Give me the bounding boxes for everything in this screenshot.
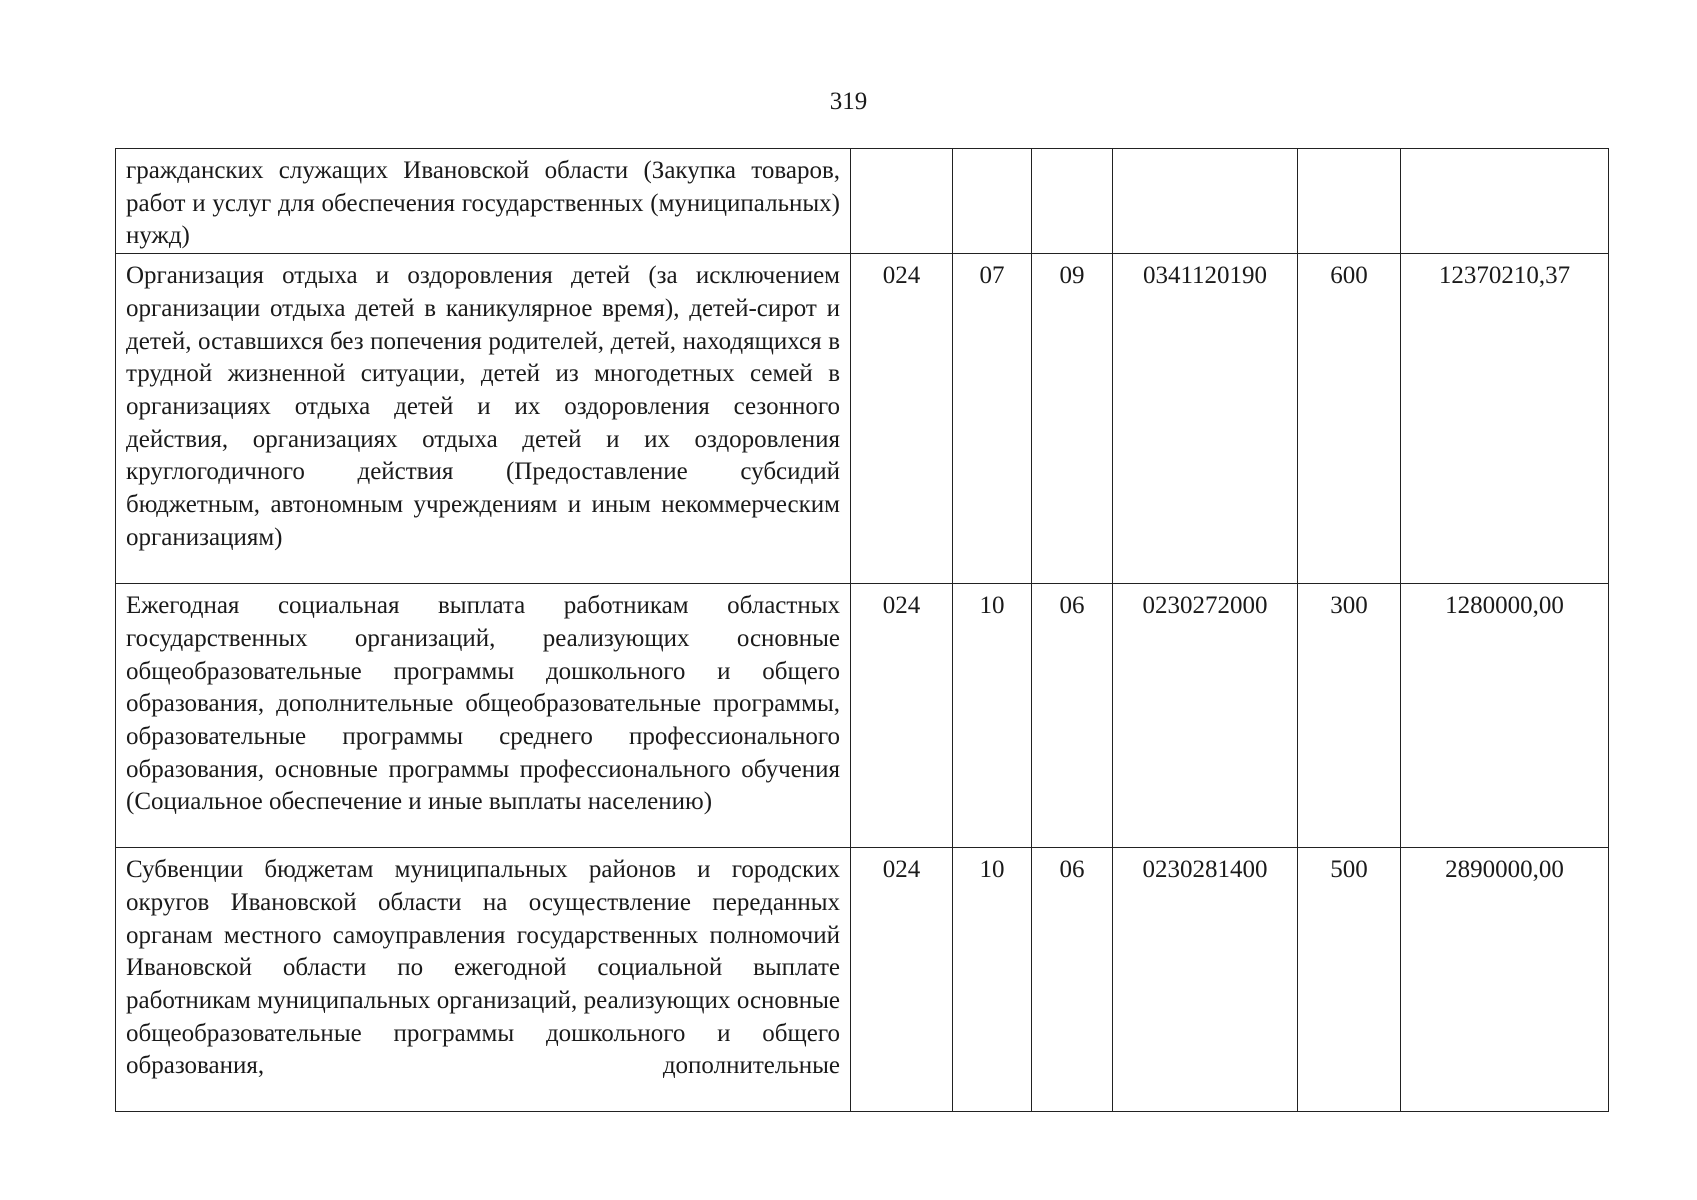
budget-table: [115, 148, 1609, 1112]
expense-type-code: 300: [1298, 584, 1401, 848]
amount: [1401, 149, 1609, 254]
expense-type-code: 600: [1298, 254, 1401, 584]
section-code: [953, 149, 1032, 254]
amount: 1280000,00: [1401, 584, 1609, 848]
section-code: 07: [953, 254, 1032, 584]
table-row: [116, 584, 1609, 848]
subsection-code: 09: [1032, 254, 1113, 584]
expense-type-code: [1298, 149, 1401, 254]
table-row: [116, 254, 1609, 584]
table-row: [116, 848, 1609, 1112]
table-row: [116, 149, 1609, 254]
admin-code: 024: [851, 584, 953, 848]
subsection-code: 06: [1032, 584, 1113, 848]
row-description: Организация отдыха и оздоровления детей (за исключением организации отдыха детей в каникулярное время), детей-сирот и детей, оставшихся без попечения родителей, детей, находящихся в трудной жизненной ситуации, детей из многодетных семей в организациях отдыха детей и их оздоровления сезонного действия, организациях отдыха детей и их оздоровления круглогодичного действия (Предоставление субсидий бюджетным, автономным учреждениям и иным некоммерческим организациям): [116, 254, 851, 584]
row-description: гражданских служащих Ивановской области (Закупка товаров, работ и услуг для обеспечения государственных (муниципальных) нужд): [116, 149, 851, 254]
target-article-code: 0230272000: [1113, 584, 1298, 848]
section-code: 10: [953, 584, 1032, 848]
row-description: Субвенции бюджетам муниципальных районов и городских округов Ивановской области на осуществление переданных органам местного самоуправления государственных полномочий Ивановской области по ежегодной социальной выплате работникам муниципальных организаций, реализующих основные общеобразовательные программы дошкольного и общего образования, дополнительные: [116, 848, 851, 1112]
subsection-code: [1032, 149, 1113, 254]
target-article-code: 0230281400: [1113, 848, 1298, 1112]
expense-type-code: 500: [1298, 848, 1401, 1112]
admin-code: 024: [851, 254, 953, 584]
target-article-code: [1113, 149, 1298, 254]
admin-code: [851, 149, 953, 254]
admin-code: 024: [851, 848, 953, 1112]
subsection-code: 06: [1032, 848, 1113, 1112]
page-number: 319: [829, 88, 868, 115]
amount: 12370210,37: [1401, 254, 1609, 584]
row-description: Ежегодная социальная выплата работникам областных государственных организаций, реализующих основные общеобразовательные программы дошкольного и общего образования, дополнительные общеобразовательные программы, образовательные программы среднего профессионального образования, основные программы профессионального обучения (Социальное обеспечение и иные выплаты населению): [116, 584, 851, 848]
section-code: 10: [953, 848, 1032, 1112]
amount: 2890000,00: [1401, 848, 1609, 1112]
target-article-code: 0341120190: [1113, 254, 1298, 584]
